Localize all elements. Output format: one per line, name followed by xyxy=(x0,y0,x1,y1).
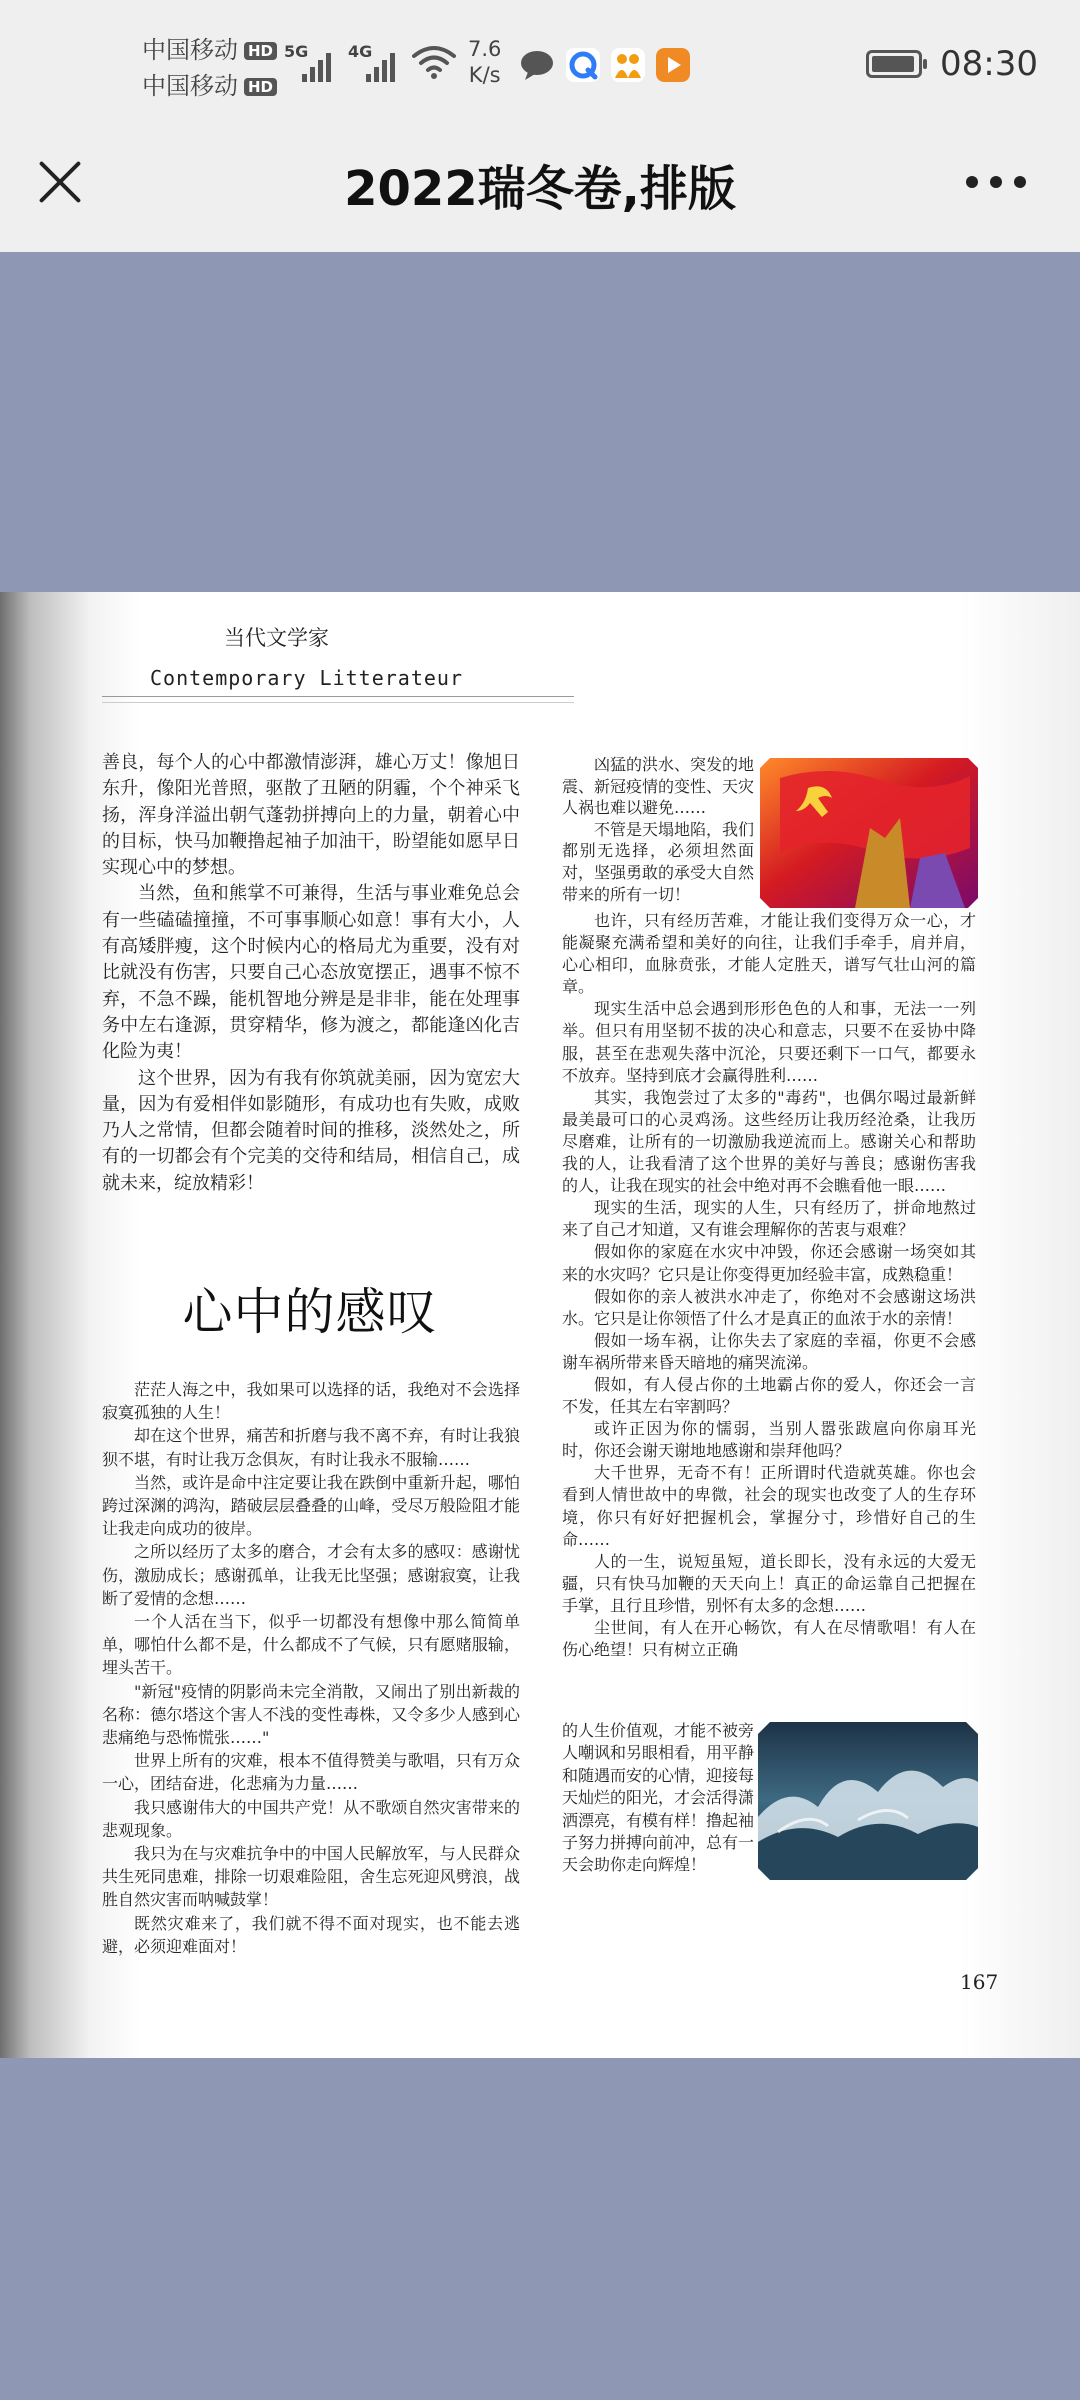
document-title: 2022瑞冬卷,排版 xyxy=(344,161,736,217)
paragraph: 假如一场车祸，让你失去了家庭的幸福，你更不会感谢车祸所带来昏天暗地的痛哭流涕。 xyxy=(562,1330,976,1372)
battery-icon xyxy=(866,50,922,78)
article-title: 心中的感叹 xyxy=(182,1283,438,1341)
paragraph: 当然，或许是命中注定要让我在跌倒中重新升起，哪怕跨过深渊的鸿沟，踏破层层叠叠的山峰，受尽万般险阻才能让我走向成功的彼岸。 xyxy=(102,1472,520,1539)
paragraph: 假如你的家庭在水灾中冲毁，你还会感谢一场突如其来的水灾吗？它只是让你变得更加经验丰富，成熟稳重！ xyxy=(562,1242,976,1284)
network-speed-unit: K/s xyxy=(468,63,501,87)
paragraph: 现实生活中总会遇到形形色色的人和事，无法一一列举。但只有用坚韧不拔的决心和意志，只要不在妥协中降服，甚至在悲观失落中沉沦，只要还剩下一口气，都要永不放弃。坚持到底才会赢得胜利…… xyxy=(562,999,976,1085)
more-icon[interactable] xyxy=(966,176,1026,190)
paragraph: 之所以经历了太多的磨合，才会有太多的感叹：感谢忧伤，激励成长；感谢孤单，让我无比坚强；感谢寂寞，让我断了爱情的念想…… xyxy=(102,1542,520,1608)
lead-column xyxy=(102,750,520,1197)
paragraph: 或许正因为你的懦弱，当别人嚣张跋扈向你扇耳光时，你还会谢天谢地地感谢和崇拜他吗？ xyxy=(562,1419,976,1461)
paragraph: 也许，只有经历苦难，才能让我们变得万众一心，才能凝聚充满希望和美好的向往，让我们手牵手，肩并肩，心心相印，血脉贲张，才能人定胜天，谱写气壮山河的篇章。 xyxy=(562,911,976,997)
net-type-2: 4G xyxy=(348,42,373,61)
status-bar xyxy=(0,0,1080,130)
wave-image xyxy=(758,1722,978,1880)
document-page[interactable] xyxy=(0,592,1080,2058)
network-speed xyxy=(468,36,501,88)
paragraph: 人的一生，说短虽短，道长即长，没有永远的大爱无疆，只有快马加鞭的天天向上！真正的命运靠自己把握在手掌，且行且珍惜，别怀有太多的念想…… xyxy=(562,1551,976,1615)
paragraph: 却在这个世界，痛苦和折磨与我不离不弃，有时让我狼狈不堪，有时让我万念俱灰，有时让我永不服输…… xyxy=(102,1426,520,1469)
paragraph: 凶猛的洪水、突发的地震、新冠疫情的变性、天灾人祸也难以避免…… xyxy=(562,755,755,818)
clock: 08:30 xyxy=(940,44,1038,84)
hd-badge: HD xyxy=(244,78,277,96)
paragraph: 不管是天塌地陷，我们都别无选择，必须坦然面对，坚强勇敢的承受大自然带来的所有一切！ xyxy=(562,819,755,904)
paragraph: 我只感谢伟大的中国共产党！从不歌颂自然灾害带来的悲观现象。 xyxy=(102,1797,520,1840)
carrier-1 xyxy=(142,30,277,65)
title-bar xyxy=(0,130,1080,252)
journal-name-en: Contemporary Litterateur xyxy=(150,666,463,690)
paragraph: 世界上所有的灾难，根本不值得赞美与歌唱，只有万众一心，团结奋进，化悲痛为力量…… xyxy=(102,1751,520,1794)
paragraph: 当然，鱼和熊掌不可兼得，生活与事业难免总会有一些磕磕撞撞，不可事事顺心如意！事有大小，人有高矮胖瘦，这个时候内心的格局尤为重要，没有对比就没有伤害，只要自己心态放宽摆正，遇事不惊不弃，不急不躁，能机智地分辨是是非非，能在处理事务中左右逢源，贯穿精华，修为渡之，都能逢凶化吉化险为夷！ xyxy=(102,883,520,1063)
paragraph: "新冠"疫情的阴影尚未完全消散，又闹出了别出新裁的名称：德尔塔这个害人不浅的变性毒株，又令多少人感到心悲痛绝与恐怖慌张……" xyxy=(102,1681,520,1748)
paragraph: 既然灾难来了，我们就不得不面对现实，也不能去逃避，必须迎难面对！ xyxy=(102,1913,520,1956)
right-wrap-bottom xyxy=(562,1720,754,1877)
right-wrap-top xyxy=(562,754,754,905)
journal-name-cn: 当代文学家 xyxy=(224,626,329,650)
paragraph: 其实，我饱尝过了太多的"毒药"，也偶尔喝过最新鲜最美最可口的心灵鸡汤。这些经历让我历经沧桑，让我历尽磨难，让所有的一切激励我逆流而上。感谢关心和帮助我的人，让我看清了这个世界的美好与善良；感谢伤害我的人，让我在现实的社会中绝对再不会瞧看他一眼…… xyxy=(562,1087,976,1196)
paragraph: 茫茫人海之中，我如果可以选择的话，我绝对不会选择寂寞孤独的人生！ xyxy=(102,1380,520,1423)
header-divider xyxy=(102,696,574,697)
paragraph: 善良，每个人的心中都激情澎湃，雄心万丈！像旭日东升，像阳光普照，驱散了丑陋的阴霾，个个神采飞扬，浑身洋溢出朝气蓬勃拼搏向上的力量，朝着心中的目标，快马加鞭撸起袖子加油干，盼望能如愿早日实现心中的梦想。 xyxy=(102,752,520,879)
paragraph: 假如，有人侵占你的土地霸占你的爱人，你还会一言不发，任其左右宰割吗？ xyxy=(562,1374,976,1417)
hd-badge: HD xyxy=(244,42,277,60)
flag-image xyxy=(760,758,978,908)
paragraph: 假如你的亲人被洪水冲走了，你绝对不会感谢这场洪水。它只是让你领悟了什么才是真正的血浓于水的亲情！ xyxy=(562,1286,976,1328)
paragraph: 大千世界，无奇不有！正所谓时代造就英雄。你也会看到人情世故中的卑微，社会的现实也改变了人的生存环境，你只有好好把握机会，掌握分寸，珍惜好自己的生命…… xyxy=(562,1463,976,1549)
paragraph: 现实的生活，现实的人生，只有经历了，拼命地熬过来了自己才知道，又有谁会理解你的苦衷与艰难？ xyxy=(562,1198,976,1240)
paragraph: 这个世界，因为有我有你筑就美丽，因为宽宏大量，因为有爱相伴如影随形，有成功也有失败，成败乃人之常情，但都会随着时间的推移，淡然处之，所有的一切都会有个完美的交待和结局，相信自己，成就未来，绽放精彩！ xyxy=(102,1067,520,1194)
network-speed-value: 7.6 xyxy=(468,37,502,61)
video-icon xyxy=(656,48,690,82)
carrier-1-label: 中国移动 xyxy=(142,36,238,64)
header-divider xyxy=(102,702,574,703)
paragraph: 的人生价值观，才能不被旁人嘲讽和另眼相看，用平静和随遇而安的心情，迎接每天灿烂的阳光，才会活得潇洒漂亮，有模有样！撸起袖子努力拼搏向前冲，总有一天会助你走向辉煌！ xyxy=(562,1721,755,1875)
left-body-column xyxy=(102,1378,520,1958)
carrier-2 xyxy=(142,66,277,101)
paragraph: 尘世间，有人在开心畅饮，有人在尽情歌唱！有人在伤心绝望！只有树立正确 xyxy=(562,1618,976,1660)
right-body-column xyxy=(562,910,976,1661)
page-number: 167 xyxy=(960,1970,999,1994)
browser-icon xyxy=(566,48,600,82)
paragraph: 我只为在与灾难抗争中的中国人民解放军，与人民群众共生死同患难，排除一切艰难险阻，舍生忘死迎风劈浪，战胜自然灾害而呐喊鼓掌！ xyxy=(102,1844,520,1910)
people-icon xyxy=(611,48,645,82)
wifi-icon xyxy=(412,44,456,80)
message-icon xyxy=(520,48,554,82)
paragraph: 一个人活在当下，似乎一切都没有想像中那么简简单单，哪怕什么都不是，什么都成不了气候，只有愿赌服输，埋头苦干。 xyxy=(102,1612,520,1678)
carrier-2-label: 中国移动 xyxy=(142,72,238,100)
net-type-1: 5G xyxy=(284,42,309,61)
